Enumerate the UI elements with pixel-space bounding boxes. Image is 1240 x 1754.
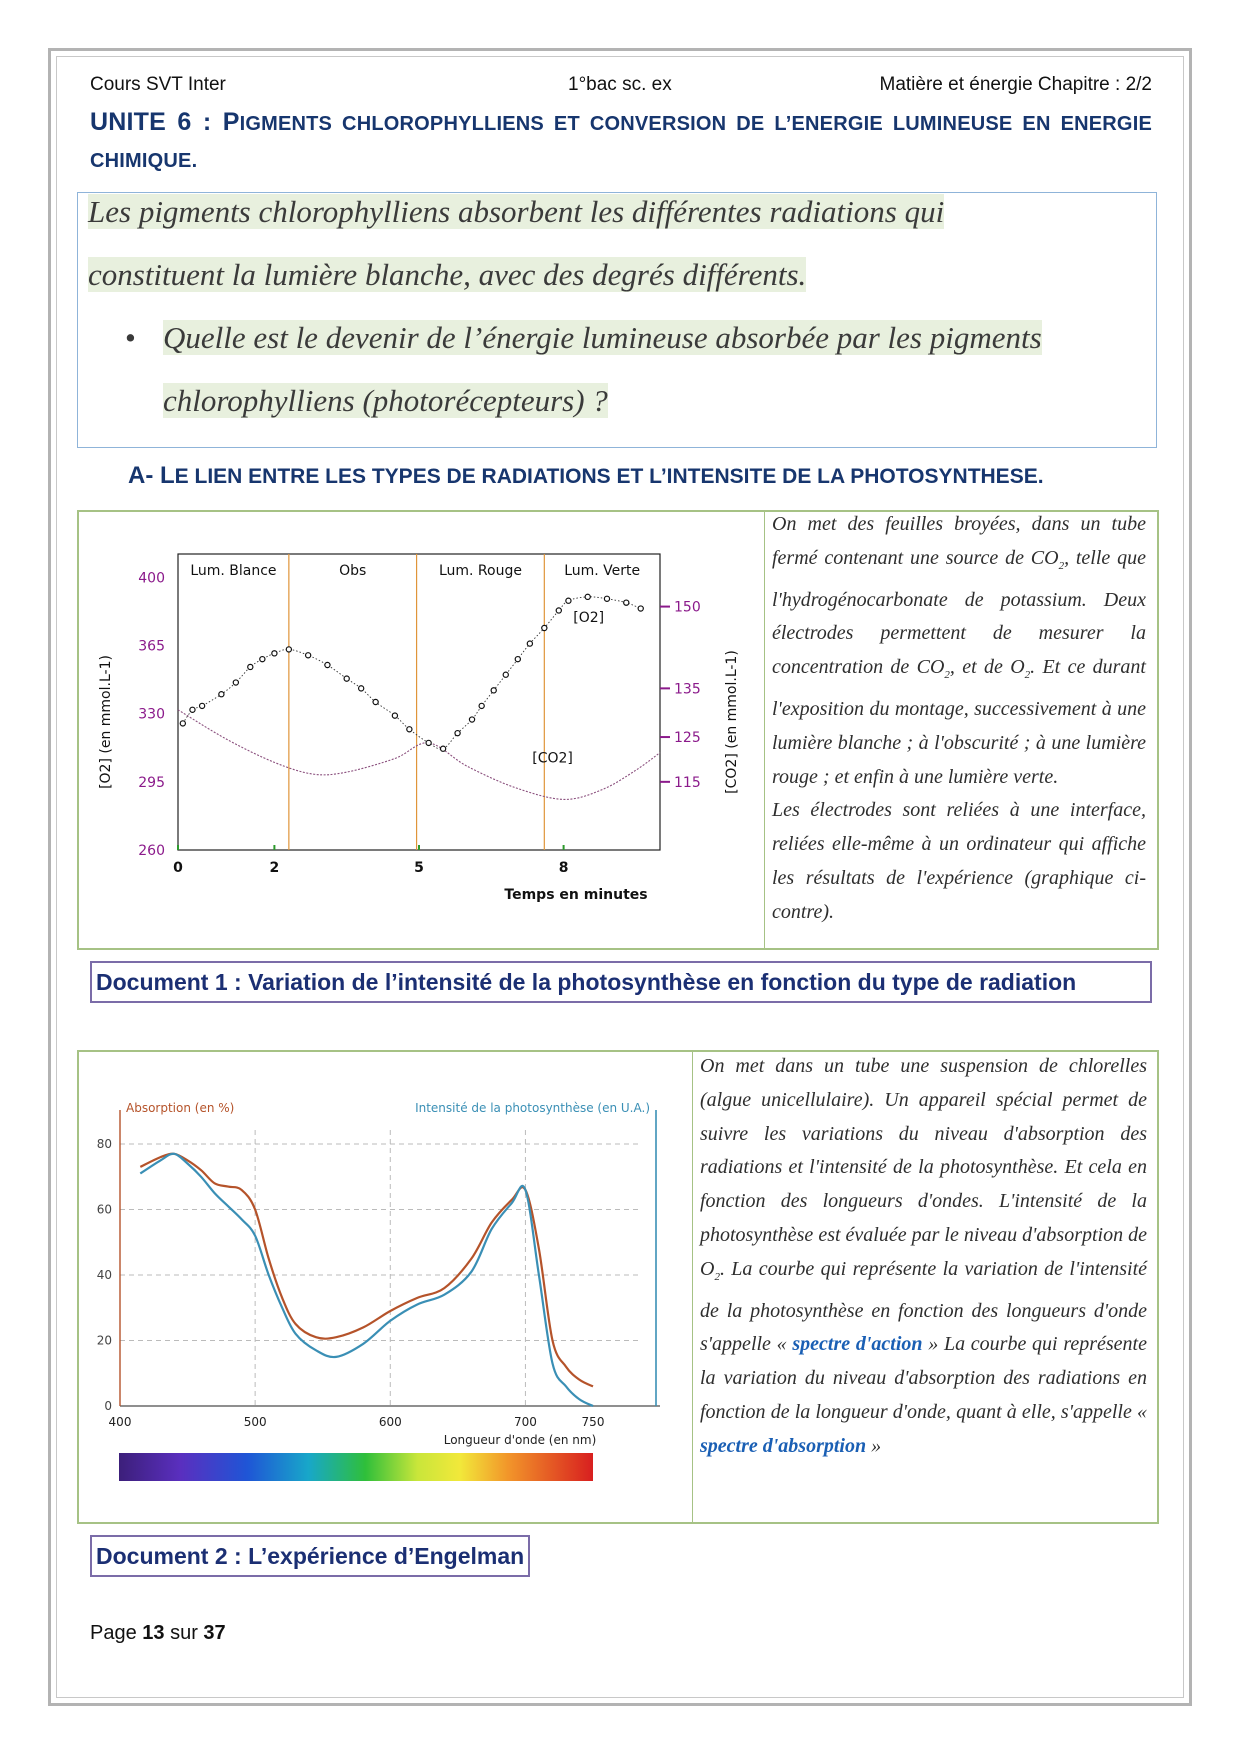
keyword-action-spectrum: spectre d'action xyxy=(792,1333,923,1356)
o2-data-point xyxy=(233,680,238,685)
doc2-desc-c: » La courbe qui représente la variation du niveau d'absorption des radiations en fonction de la longueur d'onde, quant à elle, s'appelle « xyxy=(700,1333,1147,1423)
intro-line-1-text: Les pigments chlorophylliens absorbent les différentes radiations qui xyxy=(88,194,945,229)
y-axis-label: [O2] (en mmol.L-1) xyxy=(98,655,114,789)
o2-data-point xyxy=(455,731,460,736)
o2-data-point xyxy=(479,703,484,708)
x-tick-label: 500 xyxy=(243,1415,267,1429)
header-chapter: Matière et énergie Chapitre : 2/2 xyxy=(879,74,1152,95)
y-tick-label: 365 xyxy=(138,638,165,655)
o2-data-point xyxy=(180,721,185,726)
o2-data-point xyxy=(272,651,277,656)
visible-spectrum-bar xyxy=(119,1453,593,1481)
footer-page-number: 13 xyxy=(142,1622,165,1644)
phase-label: Lum. Verte xyxy=(564,563,641,579)
o2-data-point xyxy=(325,662,330,667)
doc1-sub-co2-b: 2 xyxy=(944,669,950,682)
page-footer xyxy=(90,1622,226,1645)
o2-data-point xyxy=(426,740,431,745)
doc2-sub-o2: 2 xyxy=(714,1270,720,1283)
o2-data-point xyxy=(604,596,609,601)
y2-axis-label: [CO2] (en mmol.L-1) xyxy=(724,650,740,794)
absorption-action-spectrum-chart xyxy=(90,1090,680,1490)
x-tick-label: 5 xyxy=(414,860,424,876)
o2-data-point xyxy=(200,703,205,708)
x-tick-label: 8 xyxy=(558,860,569,876)
o2-data-point xyxy=(491,688,496,693)
o2-co2-chart xyxy=(86,520,758,920)
o2-data-point xyxy=(503,672,508,677)
keyword-absorption-spectrum: spectre d'absorption xyxy=(700,1434,867,1457)
x-tick-label: 600 xyxy=(378,1415,402,1429)
doc2-desc-a: On met dans un tube une suspension de chlorelles (algue unicellulaire). Un appareil spécial permet de suivre les variations du niveau d'absorption des radiations et l'intensité de la photosynthèse. Et cela en fonction des longueurs d'ondes. L'intensité de la photosynthèse est évaluée par le niveau d'absorption de O xyxy=(700,1055,1147,1280)
y-tick-label: 20 xyxy=(96,1333,112,1348)
y-tick-label: 295 xyxy=(138,774,165,791)
footer-of: sur xyxy=(164,1622,204,1644)
doc1-desc-a: On met des feuilles broyées, dans un tube fermé contenant une source de CO xyxy=(772,513,1146,569)
document-1-description xyxy=(772,508,1146,930)
bullet-icon: • xyxy=(125,320,136,355)
section-a-letter: A- L xyxy=(128,462,175,489)
x-axis-label: Longueur d'onde (en nm) xyxy=(443,1433,597,1447)
o2-data-point xyxy=(359,686,364,691)
document-2-description xyxy=(700,1050,1147,1464)
document-1-caption: Document 1 : Variation de l’intensité de la photosynthèse en fonction du type de radiation xyxy=(90,961,1152,1003)
o2-data-point xyxy=(515,657,520,662)
phase-label: Lum. Rouge xyxy=(438,563,522,579)
document-1-divider xyxy=(764,512,765,948)
y2-tick-label: 135 xyxy=(674,681,701,698)
doc1-desc-e: Les électrodes sont reliées à une interface, reliées elle-même à un ordinateur qui affiche les résultats de l'expérience (graphique ci-contre). xyxy=(772,799,1146,923)
y2-tick-label: 115 xyxy=(674,774,701,791)
intro-line-1 xyxy=(88,180,944,243)
y2-tick-label: 150 xyxy=(674,599,701,616)
intro-question-2 xyxy=(163,369,608,432)
y-tick-label: 260 xyxy=(138,843,165,859)
doc2-desc-b: . La courbe qui représente la variation de l'intensité de la photosynthèse en fonction des longueurs d'onde s'appelle « xyxy=(700,1257,1147,1356)
document-2-caption: Document 2 : L’expérience d’Engelman xyxy=(90,1535,530,1577)
o2-data-point xyxy=(392,713,397,718)
doc1-sub-co2-a: 2 xyxy=(1058,559,1065,572)
y-tick-label: 0 xyxy=(104,1399,112,1413)
y-axis-label: Absorption (en %) xyxy=(126,1101,235,1115)
co2-series-line xyxy=(178,710,660,800)
o2-data-point xyxy=(556,608,561,613)
x-tick-label: 750 xyxy=(581,1415,605,1429)
doc1-desc-b: , telle que l'hydrogénocarbonate de potassium. Deux électrodes permettent de mesurer la concentration de CO xyxy=(772,546,1146,679)
o2-data-point xyxy=(260,657,265,662)
header-course: Cours SVT Inter xyxy=(90,74,226,95)
y-tick-label: 40 xyxy=(96,1268,112,1282)
y2-axis-label: Intensité de la photosynthèse (en U.A.) xyxy=(415,1101,650,1115)
x-tick-label: 700 xyxy=(513,1415,537,1429)
o2-data-point xyxy=(407,727,412,732)
footer-page-total: 37 xyxy=(203,1622,226,1644)
header-level: 1°bac sc. ex xyxy=(568,74,672,95)
o2-data-point xyxy=(585,594,590,599)
o2-data-point xyxy=(542,625,547,630)
o2-data-point xyxy=(306,653,311,658)
o2-data-point xyxy=(624,600,629,605)
doc1-desc-c: , et de O xyxy=(949,656,1025,679)
doc2-desc-d: » xyxy=(866,1434,882,1457)
section-a-title xyxy=(128,462,1044,490)
unit-title xyxy=(90,104,1152,179)
o2-data-point xyxy=(190,707,195,712)
intro-question-1-text: Quelle est le devenir de l’énergie lumineuse absorbée par les pigments xyxy=(163,320,1042,355)
unit-title-rest: IGMENTS CHLOROPHYLLIENS ET CONVERSION DE L’ENERGIE LUMINEUSE EN ENERGIE CHIMIQUE. xyxy=(90,113,1152,172)
footer-page-label: Page xyxy=(90,1622,143,1644)
o2-data-point xyxy=(527,641,532,646)
o2-data-point xyxy=(566,598,571,603)
y-tick-label: 400 xyxy=(138,570,165,587)
doc1-desc-d: . Et ce durant l'exposition du montage, successivement à une lumière blanche ; à l'obscurité ; à une lumière rouge ; et enfin à une lumière verte. xyxy=(772,656,1146,788)
o2-data-point xyxy=(286,647,291,652)
intro-question-1 xyxy=(163,306,1042,369)
o2-data-point xyxy=(344,676,349,681)
doc1-sub-o2: 2 xyxy=(1024,669,1031,682)
x-tick-label: 2 xyxy=(269,860,280,876)
phase-label: Obs xyxy=(339,563,367,579)
co2-series-label: [CO2] xyxy=(532,750,573,767)
document-2-divider xyxy=(692,1052,693,1522)
o2-data-point xyxy=(219,692,224,697)
intro-question-2-text: chlorophylliens (photorécepteurs) ? xyxy=(163,383,608,418)
y-tick-label: 330 xyxy=(138,706,165,723)
y-tick-label: 80 xyxy=(96,1137,112,1151)
x-tick-label: 0 xyxy=(173,860,183,876)
o2-data-point xyxy=(638,606,643,611)
o2-data-point xyxy=(469,717,474,722)
unit-title-prefix: UNITE 6 : P xyxy=(90,108,240,136)
o2-data-point xyxy=(373,699,378,704)
y2-tick-label: 125 xyxy=(674,730,701,747)
phase-label: Lum. Blance xyxy=(190,563,277,579)
intro-line-2-text: constituent la lumière blanche, avec des degrés différents. xyxy=(88,257,807,292)
y-tick-label: 60 xyxy=(96,1202,112,1217)
x-tick-label: 400 xyxy=(108,1415,132,1429)
o2-series-label: [O2] xyxy=(573,610,605,627)
o2-series-line xyxy=(183,597,641,749)
intro-line-2 xyxy=(88,243,806,306)
o2-data-point xyxy=(441,746,446,751)
o2-data-point xyxy=(248,664,253,669)
section-a-rest: E LIEN ENTRE LES TYPES DE RADIATIONS ET L’INTENSITE DE LA PHOTOSYNTHESE. xyxy=(174,465,1044,488)
x-axis-label: Temps en minutes xyxy=(504,887,648,903)
